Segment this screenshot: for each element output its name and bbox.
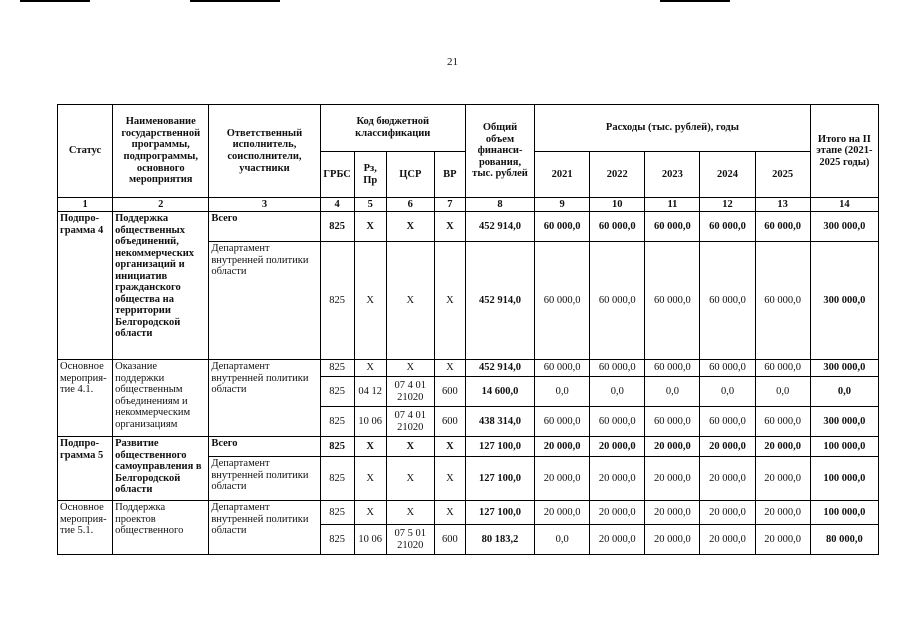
csr-cell: X [386,360,434,377]
year-value-cell: 20 000,0 [590,437,645,457]
stage-total-cell: 300 000,0 [810,242,878,360]
year-value-cell: 0,0 [535,377,590,407]
year-value-cell: 20 000,0 [645,457,700,501]
csr-cell: X [386,212,434,242]
table-row [58,360,879,377]
year-value-cell: 20 000,0 [755,501,810,525]
stage-total-cell: 80 000,0 [810,525,878,555]
year-value-cell: 60 000,0 [700,212,755,242]
table-row [58,212,879,242]
total-cell: 80 183,2 [465,525,534,555]
vr-cell: X [434,437,465,457]
year-value-cell: 20 000,0 [645,437,700,457]
header-csr: ЦСР [386,152,434,198]
column-number-row [58,198,879,212]
total-cell: 452 914,0 [465,242,534,360]
status-cell: Подпро-грамма 4 [58,212,113,360]
header-year: 2025 [755,152,810,198]
stage-total-cell: 0,0 [810,377,878,407]
csr-cell: 07 5 01 21020 [386,525,434,555]
executor-cell: Департамент внутренней политики области [209,242,320,360]
name-cell: Развитие общественного самоуправления в Белгородской области [113,437,209,501]
year-value-cell: 20 000,0 [755,457,810,501]
year-value-cell: 20 000,0 [645,525,700,555]
year-value-cell: 0,0 [535,525,590,555]
year-value-cell: 60 000,0 [645,212,700,242]
executor-cell: Департамент внутренней политики области [209,501,320,555]
rz-cell: X [354,457,386,501]
csr-cell: X [386,501,434,525]
grbs-cell: 825 [320,360,354,377]
year-value-cell: 20 000,0 [700,437,755,457]
csr-cell: 07 4 01 21020 [386,407,434,437]
year-value-cell: 60 000,0 [755,212,810,242]
csr-cell: X [386,457,434,501]
column-number: 6 [386,198,434,212]
status-cell: Основное мероприя-тие 4.1. [58,360,113,437]
csr-cell: X [386,437,434,457]
year-value-cell: 60 000,0 [755,407,810,437]
year-value-cell: 60 000,0 [590,212,645,242]
header-budget-code: Код бюджетной классификации [320,105,465,152]
header-status: Статус [58,105,113,198]
column-number: 7 [434,198,465,212]
vr-cell: X [434,242,465,360]
column-number: 13 [755,198,810,212]
year-value-cell: 20 000,0 [590,501,645,525]
column-number: 8 [465,198,534,212]
rz-cell: X [354,360,386,377]
header-expenses: Расходы (тыс. рублей), годы [535,105,811,152]
grbs-cell: 825 [320,437,354,457]
grbs-cell: 825 [320,242,354,360]
year-value-cell: 60 000,0 [755,242,810,360]
year-value-cell: 60 000,0 [535,242,590,360]
grbs-cell: 825 [320,212,354,242]
grbs-cell: 825 [320,501,354,525]
header-stage-total: Итого на II этапе (2021-2025 годы) [810,105,878,198]
vr-cell: 600 [434,377,465,407]
year-value-cell: 0,0 [645,377,700,407]
rz-cell: 10 06 [354,525,386,555]
column-number: 2 [113,198,209,212]
page-number: 21 [447,56,458,68]
grbs-cell: 825 [320,377,354,407]
year-value-cell: 20 000,0 [755,525,810,555]
total-cell: 127 100,0 [465,437,534,457]
header-grbs: ГРБС [320,152,354,198]
column-number: 3 [209,198,320,212]
total-cell: 127 100,0 [465,457,534,501]
year-value-cell: 60 000,0 [645,360,700,377]
grbs-cell: 825 [320,407,354,437]
column-number: 1 [58,198,113,212]
name-cell: Оказание поддержки общественным объединениям и некоммерческим организациям [113,360,209,437]
year-value-cell: 60 000,0 [590,242,645,360]
total-cell: 452 914,0 [465,360,534,377]
vr-cell: 600 [434,407,465,437]
year-value-cell: 60 000,0 [700,242,755,360]
year-value-cell: 60 000,0 [535,407,590,437]
column-number: 10 [590,198,645,212]
vr-cell: X [434,360,465,377]
total-cell: 452 914,0 [465,212,534,242]
vr-cell: X [434,457,465,501]
csr-cell: 07 4 01 21020 [386,377,434,407]
status-cell: Основное мероприя-тие 5.1. [58,501,113,555]
year-value-cell: 20 000,0 [535,501,590,525]
header-executor: Ответственный исполнитель, соисполнители, участники [209,105,320,198]
year-value-cell: 20 000,0 [755,437,810,457]
year-value-cell: 20 000,0 [645,501,700,525]
year-value-cell: 60 000,0 [645,407,700,437]
total-cell: 438 314,0 [465,407,534,437]
year-value-cell: 20 000,0 [590,525,645,555]
grbs-cell: 825 [320,457,354,501]
budget-table [57,104,879,555]
year-value-cell: 20 000,0 [590,457,645,501]
rz-cell: 10 06 [354,407,386,437]
year-value-cell: 60 000,0 [535,360,590,377]
executor-cell: Департамент внутренней политики области [209,457,320,501]
year-value-cell: 60 000,0 [590,407,645,437]
year-value-cell: 20 000,0 [700,501,755,525]
vr-cell: 600 [434,525,465,555]
year-value-cell: 60 000,0 [700,360,755,377]
year-value-cell: 20 000,0 [535,437,590,457]
scan-border-line [660,0,730,2]
executor-cell: Всего [209,437,320,457]
year-value-cell: 0,0 [755,377,810,407]
column-number: 14 [810,198,878,212]
header-year: 2023 [645,152,700,198]
header-rz: Рз, Пр [354,152,386,198]
year-value-cell: 60 000,0 [755,360,810,377]
executor-cell: Всего [209,212,320,242]
stage-total-cell: 300 000,0 [810,360,878,377]
header-year: 2024 [700,152,755,198]
rz-cell: X [354,437,386,457]
rz-cell: X [354,501,386,525]
scan-border-line [190,0,280,2]
column-number: 11 [645,198,700,212]
header-name: Наименование государственной программы, подпрограммы, основного мероприятия [113,105,209,198]
header-row [58,105,879,152]
stage-total-cell: 300 000,0 [810,212,878,242]
year-value-cell: 60 000,0 [700,407,755,437]
column-number: 9 [535,198,590,212]
stage-total-cell: 100 000,0 [810,457,878,501]
total-cell: 127 100,0 [465,501,534,525]
rz-cell: X [354,212,386,242]
year-value-cell: 20 000,0 [535,457,590,501]
year-value-cell: 60 000,0 [590,360,645,377]
csr-cell: X [386,242,434,360]
year-value-cell: 60 000,0 [645,242,700,360]
executor-cell: Департамент внутренней политики области [209,360,320,437]
header-year: 2021 [535,152,590,198]
header-vr: ВР [434,152,465,198]
name-cell: Поддержка проектов общественного [113,501,209,555]
header-total-volume: Общий объем финанси-рования, тыс. рублей [465,105,534,198]
rz-cell: 04 12 [354,377,386,407]
year-value-cell: 20 000,0 [700,457,755,501]
total-cell: 14 600,0 [465,377,534,407]
name-cell: Поддержка общественных объединений, некоммерческих организаций и инициатив гражданского общества на территории Белгородской области [113,212,209,360]
vr-cell: X [434,501,465,525]
stage-total-cell: 300 000,0 [810,407,878,437]
status-cell: Подпро-грамма 5 [58,437,113,501]
scan-border-line [20,0,90,2]
year-value-cell: 0,0 [700,377,755,407]
header-year: 2022 [590,152,645,198]
year-value-cell: 0,0 [590,377,645,407]
column-number: 5 [354,198,386,212]
year-value-cell: 20 000,0 [700,525,755,555]
year-value-cell: 60 000,0 [535,212,590,242]
table-row [58,437,879,457]
column-number: 4 [320,198,354,212]
stage-total-cell: 100 000,0 [810,437,878,457]
stage-total-cell: 100 000,0 [810,501,878,525]
rz-cell: X [354,242,386,360]
table-row [58,501,879,525]
grbs-cell: 825 [320,525,354,555]
vr-cell: X [434,212,465,242]
column-number: 12 [700,198,755,212]
